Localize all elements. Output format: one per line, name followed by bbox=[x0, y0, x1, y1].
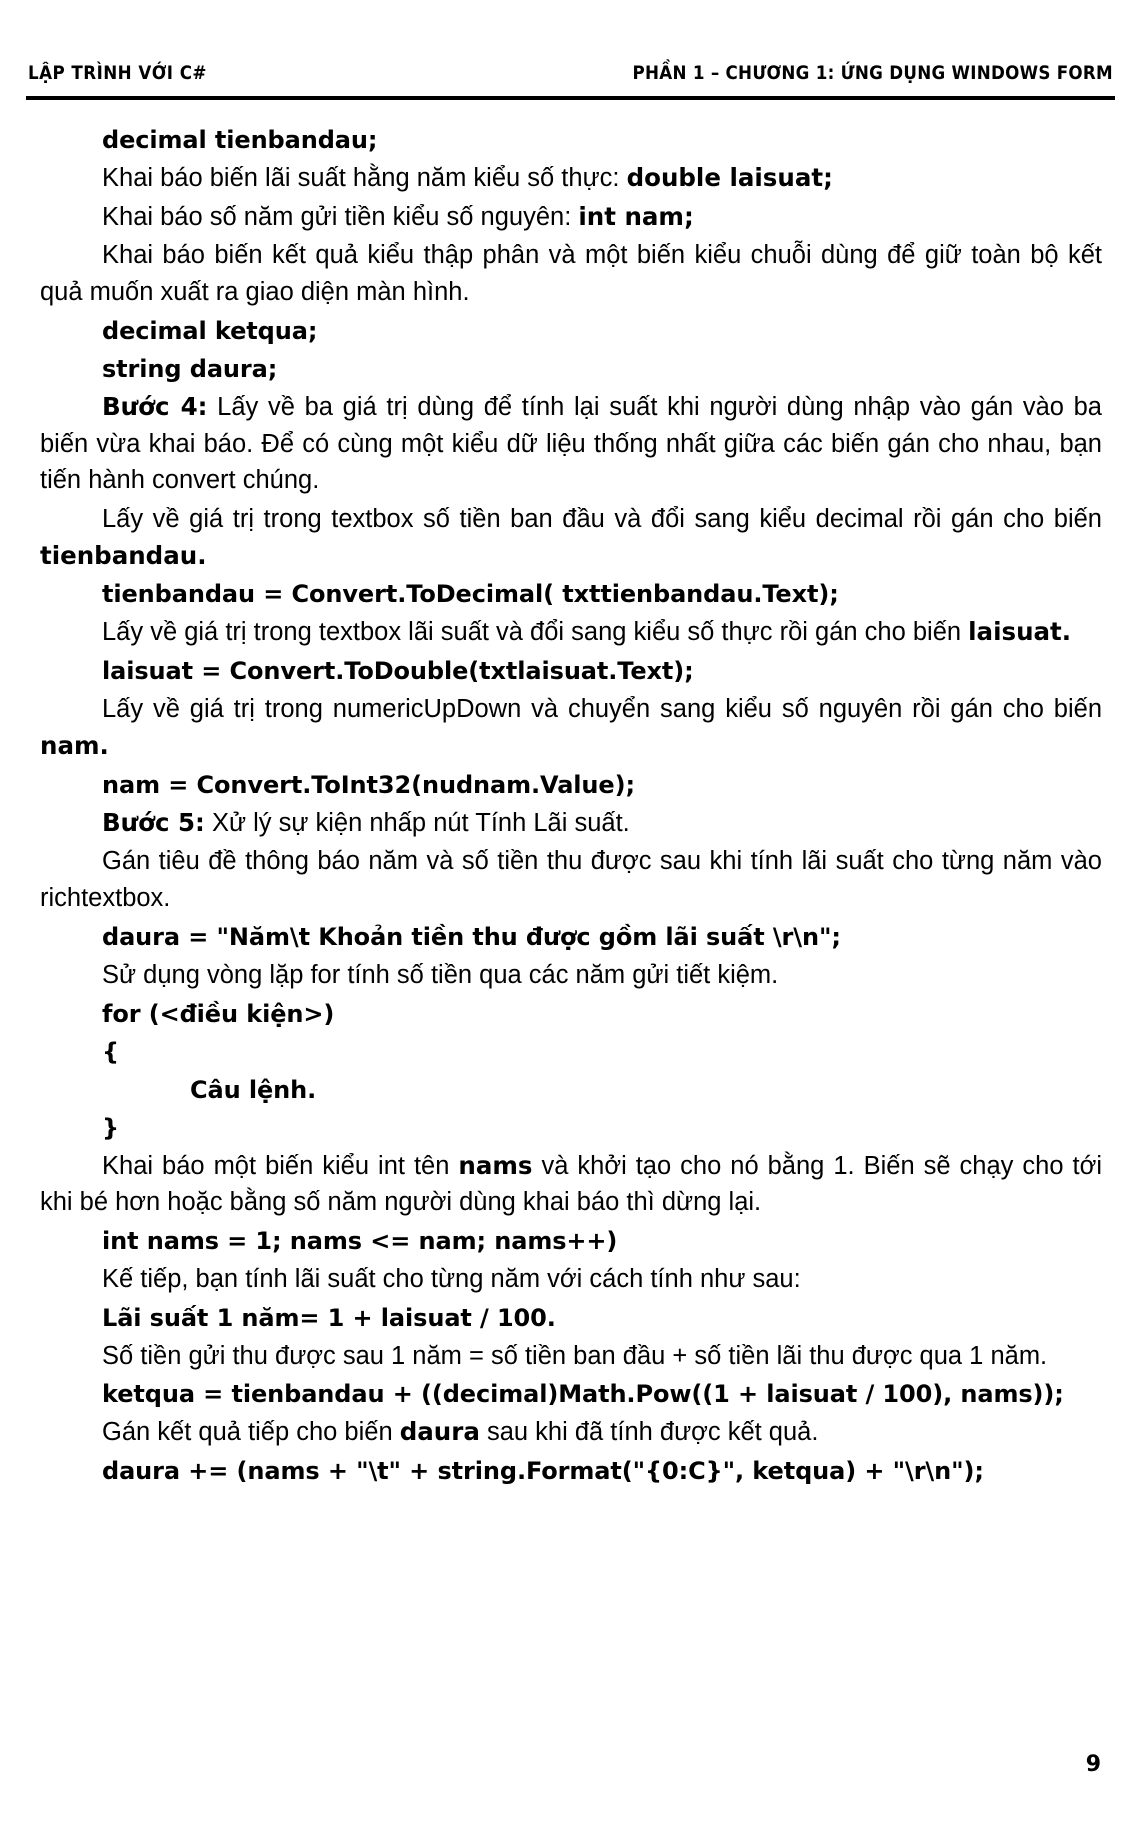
text-run: Lấy về giá trị trong textbox lãi suất và đổi sang kiểu số thực rồi gán cho biến bbox=[102, 618, 969, 647]
text-run: Lấy về giá trị trong numericUpDown và chuyển sang kiểu số nguyên rồi gán cho biến bbox=[102, 695, 1102, 724]
code-inline-nams: nams bbox=[458, 1150, 533, 1180]
code-line-close-brace: } bbox=[102, 1113, 119, 1142]
text-run: Lấy về giá trị trong textbox số tiền ban đầu và đổi sang kiểu decimal rồi gán cho biến bbox=[102, 505, 1102, 534]
text-run: Khai báo một biến kiểu int tên bbox=[102, 1151, 459, 1180]
code-line-convert-toint32: nam = Convert.ToInt32(nudnam.Value); bbox=[102, 770, 635, 799]
code-line-daura-header: daura = "Năm\t Khoản tiền thu được gồm lãi suất \r\n"; bbox=[102, 922, 841, 951]
step-label-4: Bước 4: bbox=[102, 391, 208, 421]
text-run-2: và khởi tạo cho nó bằng 1. Biến sẽ chạy cho tới khi bé hơn hoặc bằng số năm người dùng khai báo thì dừng lại. bbox=[40, 1151, 1102, 1217]
step-label-5: Bước 5: bbox=[102, 807, 205, 837]
code-inline-tienbandau: tienbandau. bbox=[40, 540, 207, 570]
code-inline-double-laisuat: double laisuat; bbox=[626, 163, 833, 192]
running-head-chapter-title: PHẦN 1 – CHƯƠNG 1: ỨNG DỤNG WINDOWS FORM bbox=[632, 62, 1113, 84]
code-line-for-condition: for (<điều kiện>) bbox=[102, 999, 335, 1028]
paragraph-get-tienbandau bbox=[40, 501, 1102, 574]
paragraph-declare-result: Khai báo biến kết quả kiểu thập phân và một biến kiểu chuỗi dùng để giữ toàn bộ kết quả muốn xuất ra giao diện màn hình. bbox=[40, 241, 1102, 307]
text-run: Khai báo số năm gửi tiền kiểu số nguyên: bbox=[102, 202, 579, 231]
paragraph-assign-title: Gán tiêu đề thông báo năm và số tiền thu được sau khi tính lãi suất cho từng năm vào richtextbox. bbox=[40, 847, 1102, 913]
text-run: Lấy về ba giá trị dùng để tính lại suất khi người dùng nhập vào gán vào ba biến vừa khai báo. Để có cùng một kiểu dữ liệu thống nhất giữa các biến gán cho nhau, bạn tiến hành convert chúng. bbox=[40, 392, 1102, 495]
paragraph-declare-nam bbox=[40, 199, 1102, 236]
paragraph-use-for-loop: Sử dụng vòng lặp for tính số tiền qua các năm gửi tiết kiệm. bbox=[102, 960, 779, 989]
text-run: Gán kết quả tiếp cho biến bbox=[102, 1418, 400, 1447]
paragraph-step-5 bbox=[40, 805, 1102, 842]
paragraph-assign-daura bbox=[40, 1414, 1102, 1451]
code-line-declare-tienbandau: decimal tienbandau; bbox=[102, 126, 378, 154]
code-line-lai-suat-1-nam: Lãi suất 1 năm= 1 + laisuat / 100. bbox=[102, 1303, 556, 1332]
paragraph-next-step: Kế tiếp, bạn tính lãi suất cho từng năm với cách tính như sau: bbox=[102, 1264, 801, 1293]
running-head bbox=[28, 44, 1113, 84]
code-inline-int-nam: int nam; bbox=[578, 201, 694, 231]
paragraph-declare-nams bbox=[40, 1148, 1102, 1221]
page-number: 9 bbox=[1085, 1752, 1101, 1777]
page-body bbox=[40, 122, 1102, 1491]
paragraph-money-after-one-year: Số tiền gửi thu được sau 1 năm = số tiền ban đầu + số tiền lãi thu được qua 1 năm. bbox=[102, 1341, 1048, 1370]
code-inline-daura: daura bbox=[399, 1417, 480, 1447]
code-line-daura-append: daura += (nams + "\t" + string.Format("{0:C}", ketqua) + "\r\n"); bbox=[102, 1457, 984, 1486]
paragraph-step-4 bbox=[40, 389, 1102, 499]
code-line-convert-todouble: laisuat = Convert.ToDouble(txtlaisuat.Text); bbox=[102, 657, 694, 686]
code-line-open-brace: { bbox=[102, 1037, 119, 1066]
text-run: Xử lý sự kiện nhấp nút Tính Lãi suất. bbox=[204, 808, 630, 837]
code-line-for-init: int nams = 1; nams <= nam; nams++) bbox=[102, 1226, 618, 1255]
text-run-2: sau khi đã tính được kết quả. bbox=[479, 1418, 819, 1447]
paragraph-declare-laisuat bbox=[40, 160, 1102, 197]
code-line-declare-ketqua: decimal ketqua; bbox=[102, 316, 318, 345]
header-rule bbox=[26, 96, 1115, 100]
code-line-convert-todecimal: tienbandau = Convert.ToDecimal( txttienbandau.Text); bbox=[102, 580, 839, 609]
paragraph-get-laisuat bbox=[40, 614, 1102, 651]
text-run: Khai báo biến lãi suất hằng năm kiểu số thực: bbox=[102, 164, 627, 192]
code-line-declare-daura: string daura; bbox=[102, 354, 278, 383]
code-inline-nam: nam. bbox=[40, 730, 109, 760]
code-line-ketqua-formula: ketqua = tienbandau + ((decimal)Math.Pow((1 + laisuat / 100), nams)); bbox=[102, 1380, 1064, 1409]
code-inline-laisuat: laisuat. bbox=[968, 617, 1072, 647]
code-line-statement-placeholder: Câu lệnh. bbox=[190, 1075, 317, 1104]
running-head-book-title: LẬP TRÌNH VỚI C# bbox=[28, 62, 207, 84]
paragraph-get-nam bbox=[40, 691, 1102, 764]
